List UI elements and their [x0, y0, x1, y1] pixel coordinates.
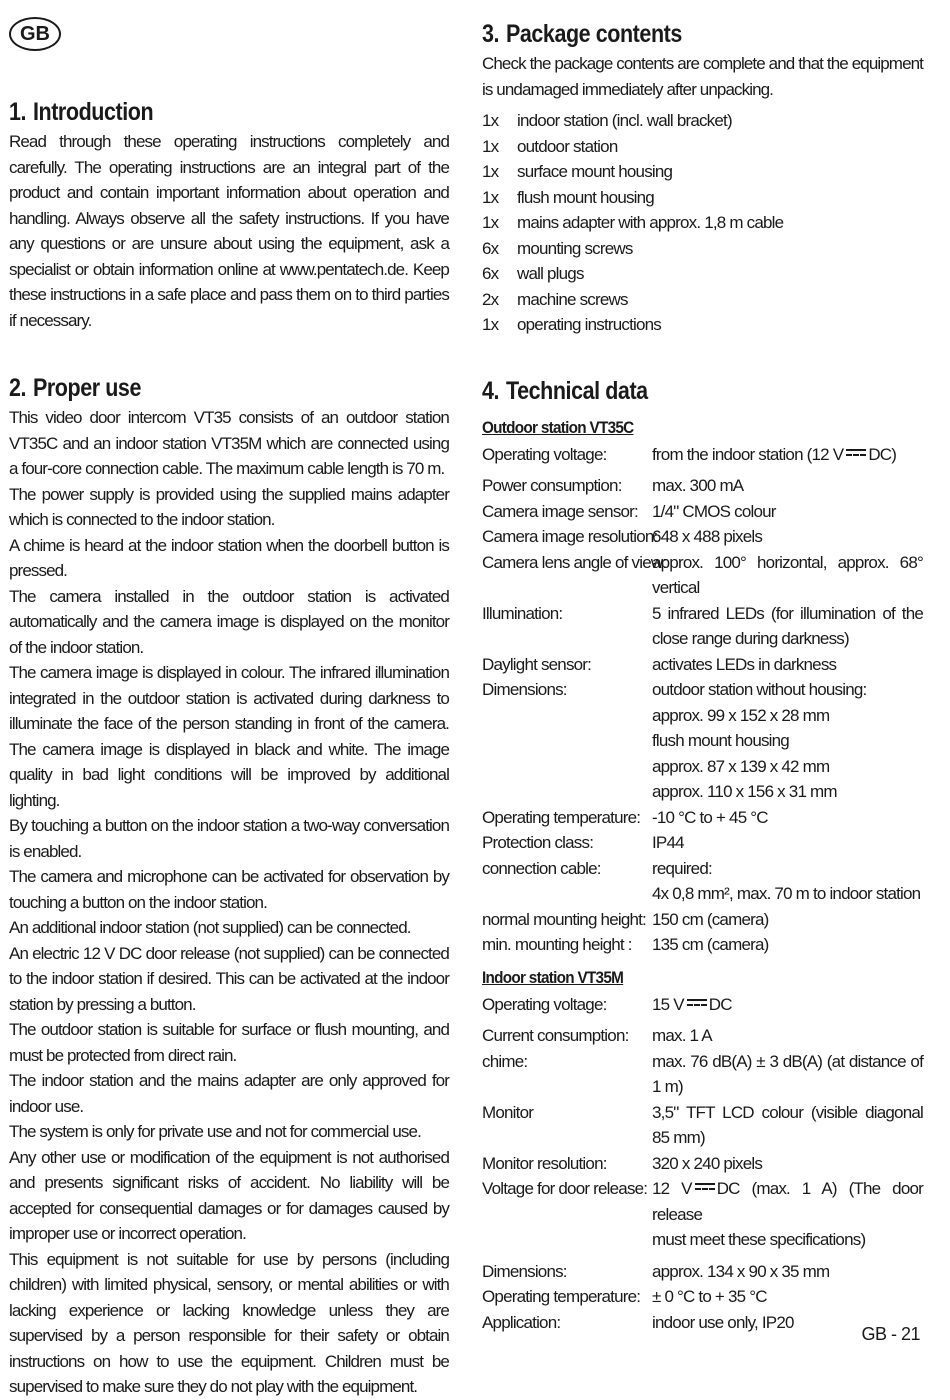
package-item-qty: 1x [482, 136, 499, 156]
spec-value: max. 300 mA [652, 476, 744, 495]
package-item-name: operating instructions [517, 315, 661, 334]
spec-value: 4x 0,8 mm², max. 70 m to indoor station [652, 884, 921, 903]
spec-value: approx. 134 x 90 x 35 mm [652, 1261, 830, 1281]
page-number: GB - 21 [861, 1324, 920, 1344]
spec-row [482, 1023, 923, 1049]
package-item [482, 210, 923, 236]
language-badge: GB [9, 17, 61, 51]
section-heading: 4. Technical data [482, 376, 648, 405]
proper-use-paragraphs [9, 405, 449, 1400]
spec-row [482, 677, 923, 703]
proper-use-paragraph: An additional indoor station (not supplied) can be connected. [9, 918, 411, 937]
package-item-qty: 1x [482, 187, 499, 207]
spec-value: approx. 87 x 139 x 42 mm [652, 756, 830, 776]
spec-row [482, 1310, 923, 1336]
left-column [9, 95, 449, 1400]
package-item-name: mains adapter with approx. 1,8 m cable [517, 213, 784, 232]
spec-row [482, 1227, 923, 1253]
package-item [482, 261, 923, 287]
spec-row [482, 1284, 923, 1310]
spec-value: 3,5" TFT LCD colour (visible diagonal 85 mm) [652, 1102, 923, 1147]
spec-label: Application: [482, 1312, 561, 1332]
spec-value: ± 0 °C to + 35 °C [652, 1287, 767, 1306]
right-column [482, 17, 923, 1335]
spec-label: connection cable: [482, 858, 601, 878]
package-item [482, 287, 923, 313]
spec-value: activates LEDs in darkness [652, 654, 837, 674]
spec-value: must meet these specifications) [652, 1230, 866, 1249]
spec-row [482, 652, 923, 678]
spec-label: chime: [482, 1051, 528, 1071]
proper-use-paragraph: This equipment is not suitable for use by persons (including children) with limited physical, sensory, or mental abilities or with lacking experience or lacking knowledge unless they are supervised by a person responsible for their safety or obtain instructions on how to use the equipment. Children must be supervised to make sure they do not play with the equipment. [9, 1249, 449, 1396]
spec-row [482, 703, 923, 729]
spec-value: flush mount housing [652, 731, 789, 750]
package-intro: Check the package contents are complete and that the equipment is undamaged immediately after unpacking. [482, 54, 923, 99]
package-item-name: mounting screws [517, 238, 633, 258]
spec-value: 150 cm (camera) [652, 909, 769, 929]
package-item-name: indoor station (incl. wall bracket) [517, 111, 732, 130]
spec-row [482, 754, 923, 780]
spec-value: 648 x 488 pixels [652, 527, 763, 546]
spec-row [482, 932, 923, 958]
section-introduction [9, 95, 449, 333]
package-item-qty: 6x [482, 238, 499, 258]
section-heading: 1. Introduction [9, 98, 154, 126]
spec-label: Current consumption: [482, 1026, 629, 1045]
spec-row [482, 805, 923, 831]
section-technical-data [482, 374, 923, 1336]
spec-row [482, 1151, 923, 1177]
package-item-qty: 1x [482, 111, 499, 130]
package-item-qty: 1x [482, 213, 499, 232]
proper-use-paragraph: A chime is heard at the indoor station when the doorbell button is pressed. [9, 535, 449, 580]
proper-use-paragraph: This video door intercom VT35 consists of an outdoor station VT35C and an indoor station VT35M which are connected using a four-core connection cable. The maximum cable length is 70 m. [9, 408, 449, 478]
spec-value: -10 °C to + 45 °C [652, 807, 768, 827]
spec-row [482, 779, 923, 805]
package-item-name: machine screws [517, 289, 628, 309]
spec-row [482, 881, 923, 907]
package-item-name: flush mount housing [517, 187, 654, 207]
proper-use-paragraph: The outdoor station is suitable for surface or flush mounting, and must be protected from direct rain. [9, 1020, 449, 1065]
spec-label: Operating voltage: [482, 994, 607, 1014]
proper-use-paragraph: Any other use or modification of the equipment is not authorised and presents significant risks of accident. No liability will be accepted for consequential damages or for damages caused by improper use or incorrect operation. [9, 1147, 449, 1243]
package-item-qty: 1x [482, 162, 499, 181]
spec-value: 1/4" CMOS colour [652, 501, 776, 521]
spec-label: Operating voltage: [482, 444, 607, 464]
package-item [482, 185, 923, 211]
spec-value: approx. 100° horizontal, approx. 68° vertical [652, 552, 923, 597]
spec-label: Dimensions: [482, 680, 567, 699]
dc-symbol-icon [846, 449, 866, 459]
spec-label: Operating temperature: [482, 807, 641, 827]
spec-row [482, 499, 923, 525]
section-proper-use [9, 371, 449, 1400]
section-heading: 2. Proper use [9, 374, 141, 402]
proper-use-paragraph: The indoor station and the mains adapter are only approved for indoor use. [9, 1071, 449, 1116]
spec-value: outdoor station without housing: [652, 680, 867, 699]
package-item-name: wall plugs [517, 264, 584, 283]
spec-label: Dimensions: [482, 1261, 567, 1281]
spec-label [482, 779, 652, 805]
package-item-qty: 1x [482, 315, 499, 334]
spec-label: Operating temperature: [482, 1287, 641, 1306]
spec-row [482, 856, 923, 882]
proper-use-paragraph: An electric 12 V DC door release (not supplied) can be connected to the indoor station if desired. This can be activated at the indoor station by pressing a button. [9, 943, 449, 1014]
package-item [482, 159, 923, 185]
proper-use-paragraph: By touching a button on the indoor station a two-way conversation is enabled. [9, 816, 449, 861]
spec-value: max. 76 dB(A) ± 3 dB(A) (at distance of 1 m) [652, 1051, 923, 1096]
spec-value: from the indoor station (12 V DC) [652, 444, 897, 464]
indoor-spec-table [482, 1259, 923, 1336]
spec-value: 12 V DC (max. 1 A) (The door release [652, 1179, 923, 1224]
spec-value: indoor use only, IP20 [652, 1312, 794, 1332]
spec-label: Monitor resolution: [482, 1153, 607, 1173]
proper-use-paragraph: The camera image is displayed in colour. The infrared illumination integrated in the outdoor station is activated during darkness to illuminate the face of the person standing in front of the camera. The camera image is displayed in black and white. The image quality in bad light conditions will be improved by additional lighting. [9, 663, 449, 810]
package-item [482, 312, 923, 338]
spec-label: normal mounting height: [482, 909, 646, 929]
spec-row [482, 1100, 923, 1151]
spec-label [482, 881, 652, 907]
outdoor-heading: Outdoor station VT35C [482, 417, 634, 437]
spec-value: max. 1 A [652, 1026, 712, 1045]
spec-label [482, 754, 652, 780]
spec-label: Camera image resolution: [482, 527, 658, 546]
dc-symbol-icon [687, 999, 707, 1009]
spec-row [482, 550, 923, 601]
spec-label: Protection class: [482, 833, 594, 852]
spec-value: IP44 [652, 833, 684, 852]
spec-value: 135 cm (camera) [652, 935, 769, 954]
dc-symbol-icon [695, 1183, 715, 1193]
spec-row [482, 1176, 923, 1227]
package-item-name: surface mount housing [517, 162, 673, 181]
package-item [482, 108, 923, 134]
spec-value: approx. 110 x 156 x 31 mm [652, 782, 837, 801]
proper-use-paragraph: The power supply is provided using the supplied mains adapter which is connected to the indoor station. [9, 484, 449, 529]
proper-use-paragraph: The camera and microphone can be activated for observation by touching a button on the indoor station. [9, 867, 449, 912]
spec-value: 5 infrared LEDs (for illumination of the close range during darkness) [652, 603, 923, 648]
spec-value: required: [652, 858, 712, 878]
intro-text: Read through these operating instructions completely and carefully. The operating instructions are an integral part of the product and contain important information about operation and handling. Always observe all the safety instructions. If you have any questions or are unsure about using the equipment, ask a specialist or obtain information online at www.pentatech.de. Keep these instructions in a safe place and pass them on to third parties if necessary. [9, 132, 449, 330]
spec-row [482, 992, 923, 1018]
spec-label [482, 703, 652, 729]
indoor-heading: Indoor station VT35M [482, 967, 624, 987]
proper-use-paragraph: The system is only for private use and not for commercial use. [9, 1122, 421, 1141]
spec-row [482, 1259, 923, 1285]
spec-label [482, 728, 652, 754]
spec-value: approx. 99 x 152 x 28 mm [652, 705, 830, 725]
spec-value: 320 x 240 pixels [652, 1153, 763, 1173]
spec-label: Voltage for door release: [482, 1179, 648, 1198]
spec-label: Power consumption: [482, 476, 622, 495]
spec-row [482, 473, 923, 499]
package-item [482, 134, 923, 160]
spec-value: 15 V DC [652, 994, 732, 1014]
package-item-name: outdoor station [517, 136, 618, 156]
spec-row [482, 601, 923, 652]
package-item-qty: 6x [482, 264, 499, 283]
spec-label: Monitor [482, 1102, 534, 1122]
spec-row [482, 907, 923, 933]
spec-row [482, 524, 923, 550]
spec-row [482, 728, 923, 754]
package-item-qty: 2x [482, 289, 499, 309]
indoor-spec-table [482, 1023, 923, 1176]
package-item [482, 236, 923, 262]
section-package-contents [482, 17, 923, 338]
spec-label: Camera image sensor: [482, 501, 638, 521]
outdoor-spec-table [482, 473, 923, 958]
spec-label: Camera lens angle of view: [482, 552, 667, 572]
spec-row [482, 830, 923, 856]
package-list [482, 108, 923, 338]
spec-label: Daylight sensor: [482, 654, 592, 674]
spec-row [482, 442, 923, 468]
proper-use-paragraph: The camera installed in the outdoor station is activated automatically and the camera image is displayed on the monitor of the indoor station. [9, 586, 449, 657]
spec-row [482, 1049, 923, 1100]
spec-label: min. mounting height : [482, 935, 632, 954]
spec-label: Illumination: [482, 603, 563, 623]
section-heading: 3. Package contents [482, 20, 682, 48]
